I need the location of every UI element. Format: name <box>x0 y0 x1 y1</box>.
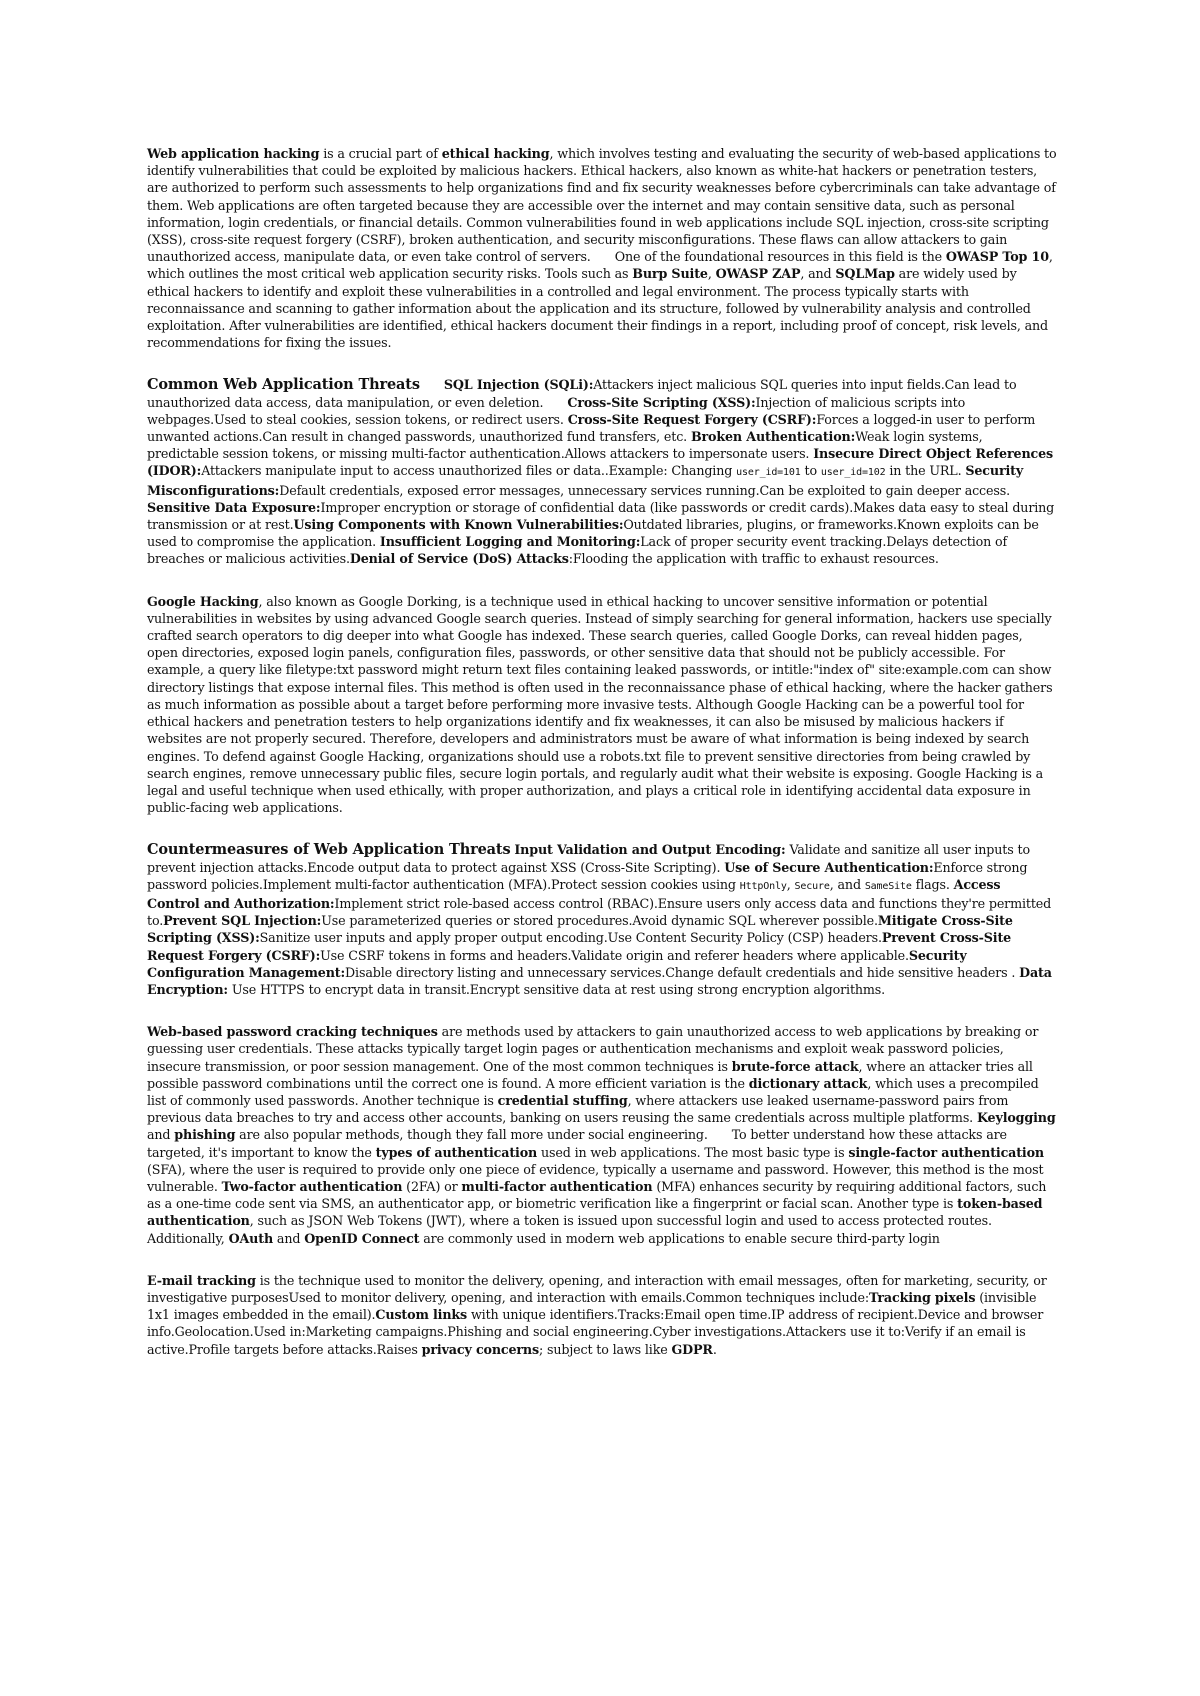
text: , which outlines the most critical web application security risks. Tools such as <box>147 249 1053 282</box>
text: are methods used by attackers to gain unauthorized access to web applications by breaking or guessing user credentials. These attacks typically target login pages or authentication mechanisms and exploit weak password policies, insecure transmission, or poor session management. One of the most common techniques is <box>147 1024 1039 1074</box>
term: OWASP ZAP <box>715 266 801 282</box>
text: Use HTTPS to encrypt data in transit.Encrypt sensitive data at rest using strong encryption algorithms. <box>227 981 886 997</box>
paragraph-email-tracking <box>147 1272 1057 1358</box>
term: Use of Secure Authentication: <box>724 859 934 875</box>
term: Denial of Service (DoS) Attacks <box>349 551 569 567</box>
document-page <box>147 145 1057 1383</box>
text: Sanitize user inputs and apply proper output encoding.Use Content Security Policy (CSP) headers. <box>259 930 882 946</box>
term: Google Hacking <box>147 593 259 609</box>
text: To better understand how these attacks are targeted, it's important to know the <box>147 1127 1007 1160</box>
text: , which uses a precompiled list of commonly used passwords. Another technique is <box>147 1075 1039 1108</box>
term: Data Encryption: <box>147 964 1052 997</box>
term: brute-force attack <box>731 1058 859 1074</box>
text: Validate and sanitize all user inputs to prevent injection attacks.Encode output data to protect against XSS (Cross-Site Scripting). <box>147 842 1030 875</box>
text: , which involves testing and evaluating the security of web-based applications to identify vulnerabilities that could be exploited by malicious hackers. Ethical hackers, also known as white-hat hackers or penetration testers, are authorized to perform such assessments to help organizations find and fix security weaknesses before cybercriminals can take advantage of them. Web applications are often targeted because they are accessible over the internet and may contain sensitive data, such as personal information, login credentials, or financial details. Common vulnerabilities found in web applications include SQL injection, cross-site scripting (XSS), cross-site request forgery (CSRF), broken authentication, and security misconfigurations. These flaws can allow attackers to gain unauthorized access, manipulate data, or even take control of servers. <box>147 146 1057 265</box>
code: user_id=101 <box>736 467 801 479</box>
text: Outdated libraries, plugins, or frameworks.Known exploits can be used to compromise the application. <box>147 517 1039 550</box>
term: Cross-Site Scripting (XSS): <box>567 394 756 410</box>
text: Use CSRF tokens in forms and headers.Validate origin and referer headers where applicable. <box>320 947 909 963</box>
text: Default credentials, exposed error messages, unnecessary services running.Can be exploited to gain deeper access. <box>279 482 1010 498</box>
paragraph-web-application-hacking <box>147 145 1057 351</box>
term: GDPR <box>671 1341 713 1357</box>
text: Improper encryption or storage of confidential data (like passwords or credit cards).Makes data easy to steal during transmission or at rest. <box>147 499 1055 533</box>
paragraph-google-hacking <box>147 593 1057 817</box>
term: Cross-Site Request Forgery (CSRF): <box>567 411 817 427</box>
term: Using Components with Known Vulnerabilities: <box>293 517 624 533</box>
text: and <box>273 1230 305 1246</box>
text: , where attackers use leaked username-password pairs from previous data breaches to try and access other accounts, banking on users reusing the same credentials across multiple platforms. <box>147 1092 1009 1126</box>
term: Sensitive Data Exposure: <box>147 499 321 515</box>
text: Use parameterized queries or stored procedures.Avoid dynamic SQL wherever possible. <box>321 913 878 929</box>
term: multi-factor authentication <box>461 1178 653 1194</box>
term: E-mail tracking <box>147 1272 256 1288</box>
text: are widely used by ethical hackers to identify and exploit these vulnerabilities in a controlled and legal environment. The process typically starts with reconnaissance and scanning to gather information about the application and its structure, followed by vulnerability analysis and controlled exploitation. After vulnerabilities are identified, ethical hackers document their findings in a report, including proof of concept, risk levels, and recommendations for fixing the issues. <box>147 266 1049 351</box>
text: Disable directory listing and unnecessary services.Change default credentials and hide sensitive headers . <box>345 964 1016 980</box>
text: (2FA) or <box>402 1178 462 1194</box>
text: to <box>800 463 821 479</box>
term: Broken Authentication: <box>690 429 856 445</box>
text: Weak login systems, predictable session tokens, or missing multi-factor authentication.Allows attackers to impersonate users. <box>147 429 983 462</box>
term: ethical hacking <box>441 146 550 161</box>
term: Web application hacking <box>147 146 320 161</box>
term: Prevent SQL Injection: <box>163 913 322 929</box>
text: Forces a logged-in user to perform unwanted actions.Can result in changed passwords, unauthorized fund transfers, etc. <box>147 411 1036 445</box>
term: Input Validation and Output Encoding: <box>514 842 786 858</box>
text: are commonly used in modern web applications to enable secure third-party login <box>419 1230 940 1246</box>
text: is the technique used to monitor the delivery, opening, and interaction with email messages, often for marketing, security, or investigative purposesUsed to monitor delivery, opening, and interaction with emails.Common techniques include: <box>147 1272 1047 1305</box>
term: Burp Suite <box>632 266 708 282</box>
text: , such as JSON Web Tokens (JWT), where a token is issued upon successful login and used to access protected routes. Additionally, <box>147 1213 992 1246</box>
text: Attackers manipulate input to access unauthorized files or data..Example: Changing <box>201 463 737 479</box>
term: OAuth <box>228 1230 274 1246</box>
term: Security Misconfigurations: <box>147 463 1024 498</box>
text: Implement strict role-based access control (RBAC).Ensure users only access data and functions they're permitted to. <box>147 895 1052 929</box>
text: in the URL. <box>885 463 962 479</box>
term: Access Control and Authorization: <box>147 876 1001 911</box>
term: Custom links <box>375 1307 468 1323</box>
code: Secure <box>794 880 830 892</box>
text: Lack of proper security event tracking.Delays detection of breaches or malicious activities. <box>147 534 1008 567</box>
section-heading: Countermeasures of Web Application Threats <box>147 841 511 859</box>
text: , <box>707 266 716 282</box>
text: One of the foundational resources in this field is the <box>614 249 946 265</box>
paragraph-countermeasures <box>147 841 1057 998</box>
text: Attackers inject malicious SQL queries into input fields.Can lead to unauthorized data access, data manipulation, or even deletion. <box>147 377 1017 410</box>
paragraph-password-cracking <box>147 1023 1057 1247</box>
text: :Flooding the application with traffic to exhaust resources. <box>568 551 939 567</box>
paragraph-common-threats <box>147 376 1057 567</box>
term: SQL Injection (SQLi): <box>443 377 594 393</box>
text: and <box>147 1127 175 1143</box>
text: , also known as Google Dorking, is a technique used in ethical hacking to uncover sensitive information or potential vulnerabilities in websites by using advanced Google search queries. Instead of simply searching for general information, hackers use specially crafted search operators to dig deeper into what Google has indexed. These search queries, called Google Dorks, can reveal hidden pages, open directories, exposed login panels, configuration files, passwords, or other sensitive data that should not be publicly accessible. For example, a query like filetype:txt password might return text files containing leaked passwords, or intitle:"index of" site:example.com can show directory listings that expose internal files. This method is often used in the reconnaissance phase of ethical hacking, where the hacker gathers as much information as possible about a target before performing more invasive tests. Although Google Hacking can be a powerful tool for ethical hackers and penetration testers to help organizations identify and fix weaknesses, it can also be misused by malicious hackers if websites are not properly secured. Therefore, developers and administrators must be aware of what information is being indexed by search engines. To defend against Google Hacking, organizations should use a robots.txt file to prevent sensitive directories from being crawled by search engines, remove unnecessary public files, secure login portals, and regularly audit what their website is exposing. Google Hacking is a legal and useful technique when used ethically, with proper authorization, and plays a critical role in identifying accidental data exposure in public-facing web applications. <box>147 593 1053 816</box>
term: OpenID Connect <box>304 1230 420 1246</box>
code: SameSite <box>864 880 912 892</box>
term: Tracking pixels <box>869 1289 976 1305</box>
term: single-factor authentication <box>848 1144 1044 1160</box>
text: used in web applications. The most basic type is <box>537 1144 849 1160</box>
term: Mitigate Cross-Site Scripting (XSS): <box>147 913 1013 946</box>
term: OWASP Top 10 <box>945 249 1049 265</box>
text: Injection of malicious scripts into webpages.Used to steal cookies, session tokens, or redirect users. <box>147 394 966 427</box>
text: , and <box>800 266 836 282</box>
term: Insufficient Logging and Monitoring: <box>379 534 641 550</box>
text: ; subject to laws like <box>539 1341 672 1357</box>
term: token-based authentication <box>147 1196 1043 1229</box>
text: with unique identifiers.Tracks:Email open time.IP address of recipient.Device and browser info.Geolocation.Used in:Marketing campaigns.Phishing and social engineering.Cyber investigations.Attackers use it to:Verify if an email is active.Profile targets before attacks.Raises <box>147 1307 1044 1357</box>
term: Security Configuration Management: <box>147 947 967 980</box>
code: HttpOnly <box>739 880 787 892</box>
term: Prevent Cross-Site Request Forgery (CSRF): <box>147 930 1012 963</box>
term: Insecure Direct Object References (IDOR): <box>147 446 1054 479</box>
term: privacy concerns <box>421 1341 540 1357</box>
term: Two-factor authentication <box>221 1178 403 1194</box>
text: flags. <box>911 876 950 892</box>
text: (MFA) enhances security by requiring additional factors, such as a one-time code sent via SMS, an authenticator app, or biometric verification like a fingerprint or facial scan. Another type is <box>147 1178 1047 1212</box>
term: types of authentication <box>375 1144 538 1160</box>
text: (SFA), where the user is required to provide only one piece of evidence, typically a username and password. However, this method is the most vulnerable. <box>147 1161 1044 1194</box>
section-heading: Common Web Application Threats <box>147 376 420 394</box>
code: user_id=102 <box>820 467 886 479</box>
text: . <box>712 1341 717 1357</box>
text: , <box>786 876 795 892</box>
text: , where an attacker tries all possible password combinations until the correct one is found. A more efficient variation is the <box>147 1058 1033 1091</box>
term: dictionary attack <box>748 1075 868 1091</box>
term: credential stuffing <box>497 1092 628 1108</box>
text: are also popular methods, though they fall more under social engineering. <box>235 1127 708 1143</box>
term: Web-based password cracking techniques <box>147 1024 438 1040</box>
term: phishing <box>174 1127 236 1143</box>
term: Keylogging <box>976 1110 1056 1126</box>
term: SQLMap <box>835 266 895 282</box>
text: , and <box>829 876 865 892</box>
text: Enforce strong password policies.Implement multi-factor authentication (MFA).Protect session cookies using <box>147 859 1028 892</box>
text: (invisible 1x1 images embedded in the email). <box>147 1289 1037 1323</box>
text: is a crucial part of <box>319 146 442 161</box>
